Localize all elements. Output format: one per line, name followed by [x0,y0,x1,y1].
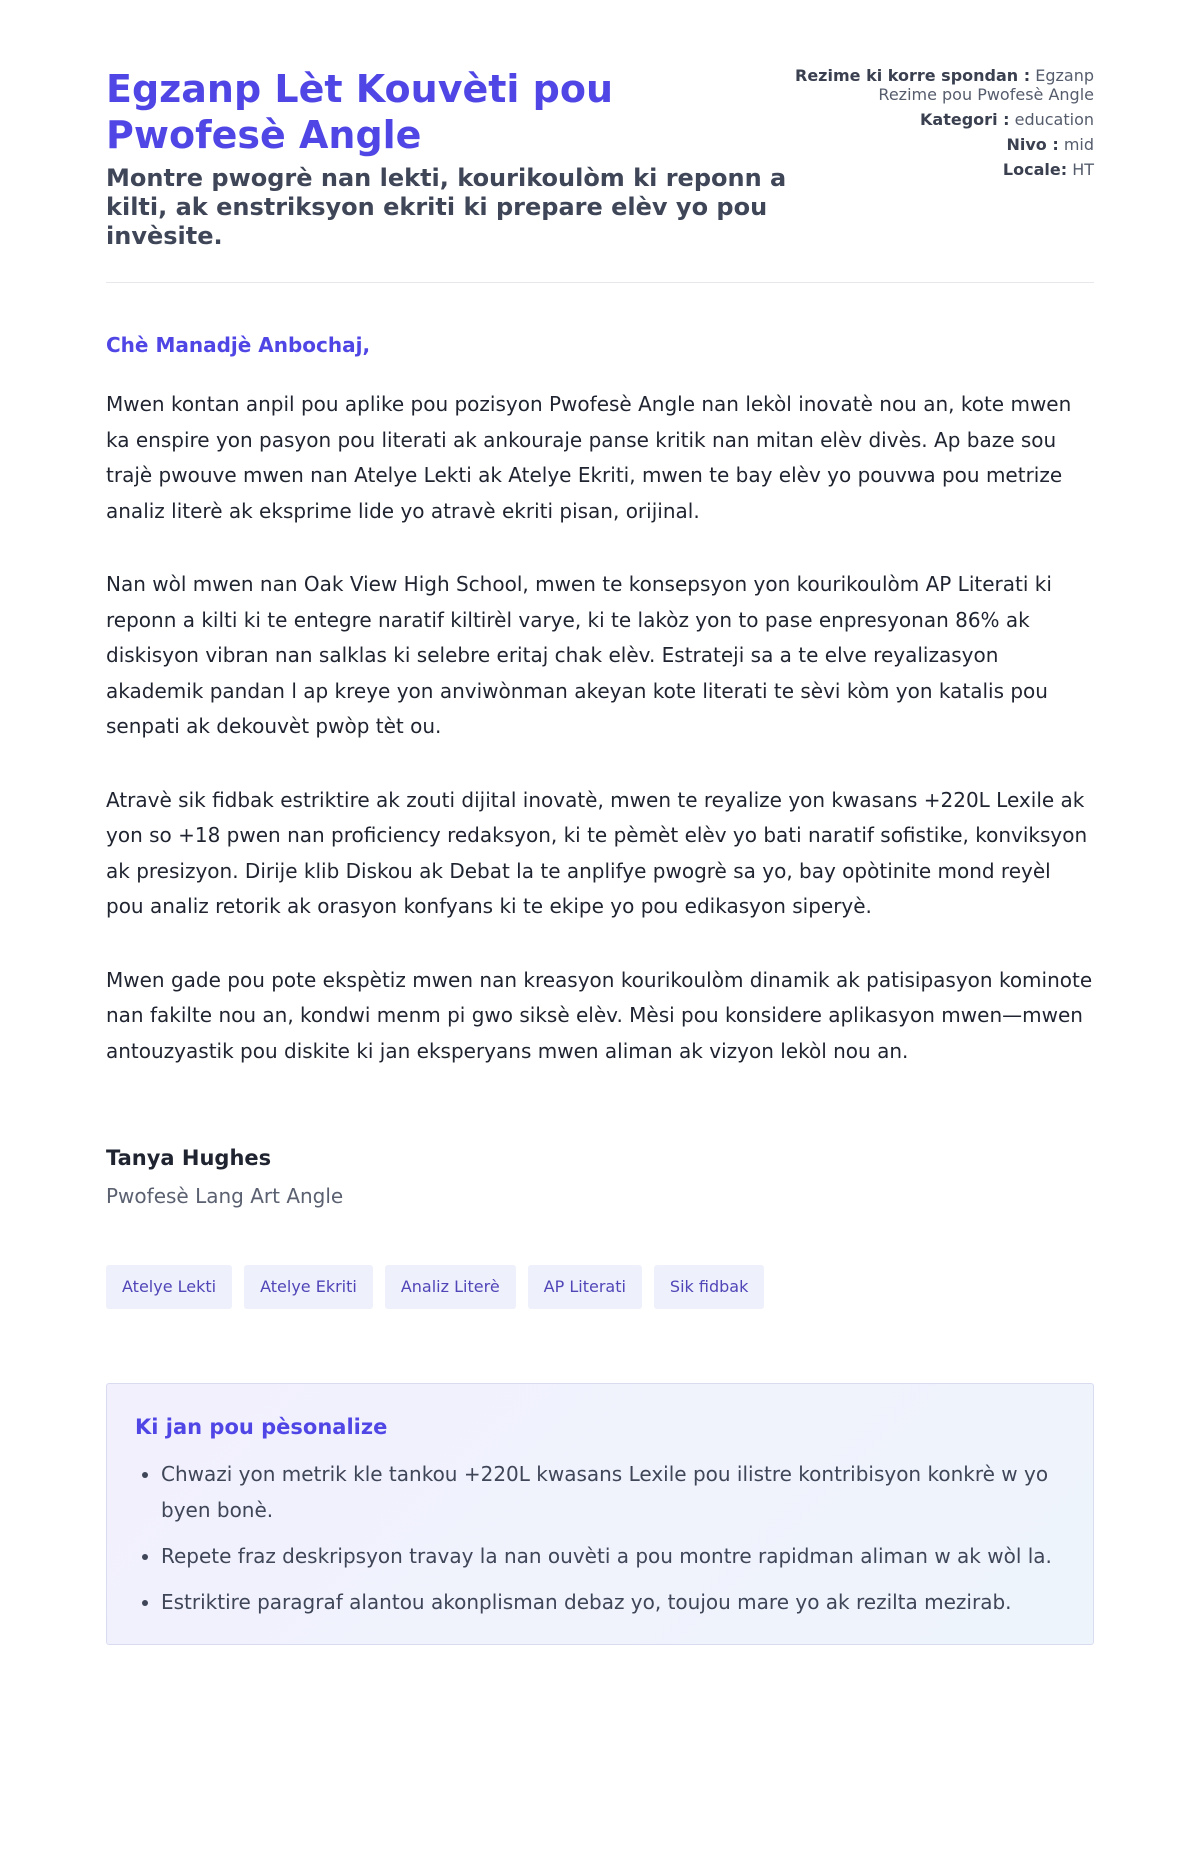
letter-paragraph-1: Mwen kontan anpil pou aplike pou pozisyon Pwofesè Angle nan lekòl inovatè nou an, kote mwen ka enspire yon pasyon pou literati ak ankouraje panse kritik nan mitan elèv divès. Ap baze sou trajè pwouve mwen nan Atelye Lekti ak Atelye Ekriti, mwen te bay elèv yo pouvwa pou metrize analiz literè ak eksprime lide yo atravè ekriti pisan, orijinal. [106,392,1072,523]
tips-list [135,1456,1065,1620]
meta-category [794,110,1094,129]
meta-locale-label: Locale: [1002,160,1068,179]
meta-locale-value: HT [1072,160,1094,179]
tag-ap-literati[interactable]: AP Literati [528,1265,642,1309]
letter-paragraph-4: Mwen gade pou pote ekspètiz mwen nan kreasyon kourikoulòm dinamik ak patisipasyon kominote nan fakilte nou an, kondwi menm pi gwo siksè elèv. Mèsi pou konsidere aplikasyon mwen—mwen antouzyastik pou diskite ki jan eksperyans mwen aliman ak vizyon lekòl nou an. [106,967,1093,1063]
signature-role: Pwofesè Lang Art Angle [106,1184,344,1208]
tag-atelye-lekti[interactable]: Atelye Lekti [106,1265,232,1309]
meta-summary-value[interactable]: Egzanp Rezime pou Pwofesè Angle [878,66,1094,104]
letter-salutation: Chè Manadjè Anbochaj, [106,333,371,357]
page-subtitle: Montre pwogrè nan lekti, kourikoulòm ki reponn a kilti, ak enstriksyon ekriti ki prepare elèv yo pou invèsite. [106,164,787,250]
tag-sik-fidbak[interactable]: Sik fidbak [654,1265,764,1309]
meta-category-label: Kategori : [920,110,1010,129]
tip-item: • Repete fraz deskripsyon travay la nan ouvèti a pou montre rapidman aliman w ak wòl la. [161,1538,1065,1574]
meta-level-label: Nivo : [1006,135,1059,154]
skill-tags [106,1265,1094,1309]
page-title: Egzanp Lèt Kouvèti pou Pwofesè Angle [106,67,614,157]
letter-paragraph-3: Atravè sik fidbak estriktire ak zouti dijital inovatè, mwen te reyalize yon kwasans +220L Lexile ak yon so +18 pwen nan proficiency redaksyon, ki te pèmèt elèv yo bati naratif sofistike, konviksyon ak presizyon. Dirije klib Diskou ak Debat la te anplifye pwogrè sa yo, bay opòtinite mond reyèl pou analiz retorik ak orasyon konfyans ki te ekipe yo pou edikasyon siperyè. [106,787,1088,918]
tag-atelye-ekriti[interactable]: Atelye Ekriti [244,1265,373,1309]
meta-level [794,135,1094,154]
meta-category-value: education [1014,110,1094,129]
tip-item: • Chwazi yon metrik kle tankou +220L kwasans Lexile pou ilistre kontribisyon konkrè w yo byen bonè. [161,1456,1065,1528]
letter-header [106,0,1094,283]
letter-paragraph-2: Nan wòl mwen nan Oak View High School, mwen te konsepsyon yon kourikoulòm AP Literati ki reponn a kilti ki te entegre naratif kiltirèl varye, ki te lakòz yon to pase enpresyonan 86% ak diskisyon vibran nan salklas ki selebre eritaj chak elèv. Estrateji sa a te elve reyalizasyon akademik pandan l ap kreye yon anviwònman akeyan kote literati te sèvi kòm yon katalis pou senpati ak dekouvèt pwòp tèt ou. [106,572,1052,738]
customization-tips-box [106,1383,1094,1645]
meta-summary-label: Rezime ki korre spondan : [795,66,1031,85]
meta-level-value: mid [1063,135,1094,154]
tag-analiz-literè[interactable]: Analiz Literè [385,1265,516,1309]
tip-item: • Estriktire paragraf alantou akonplisman debaz yo, toujou mare yo ak rezilta mezirab. [161,1584,1065,1620]
tips-title: Ki jan pou pèsonalize [135,1415,388,1439]
meta-panel [794,66,1094,179]
signature-name: Tanya Hughes [106,1146,272,1170]
meta-locale [794,160,1094,179]
meta-summary [794,66,1094,104]
